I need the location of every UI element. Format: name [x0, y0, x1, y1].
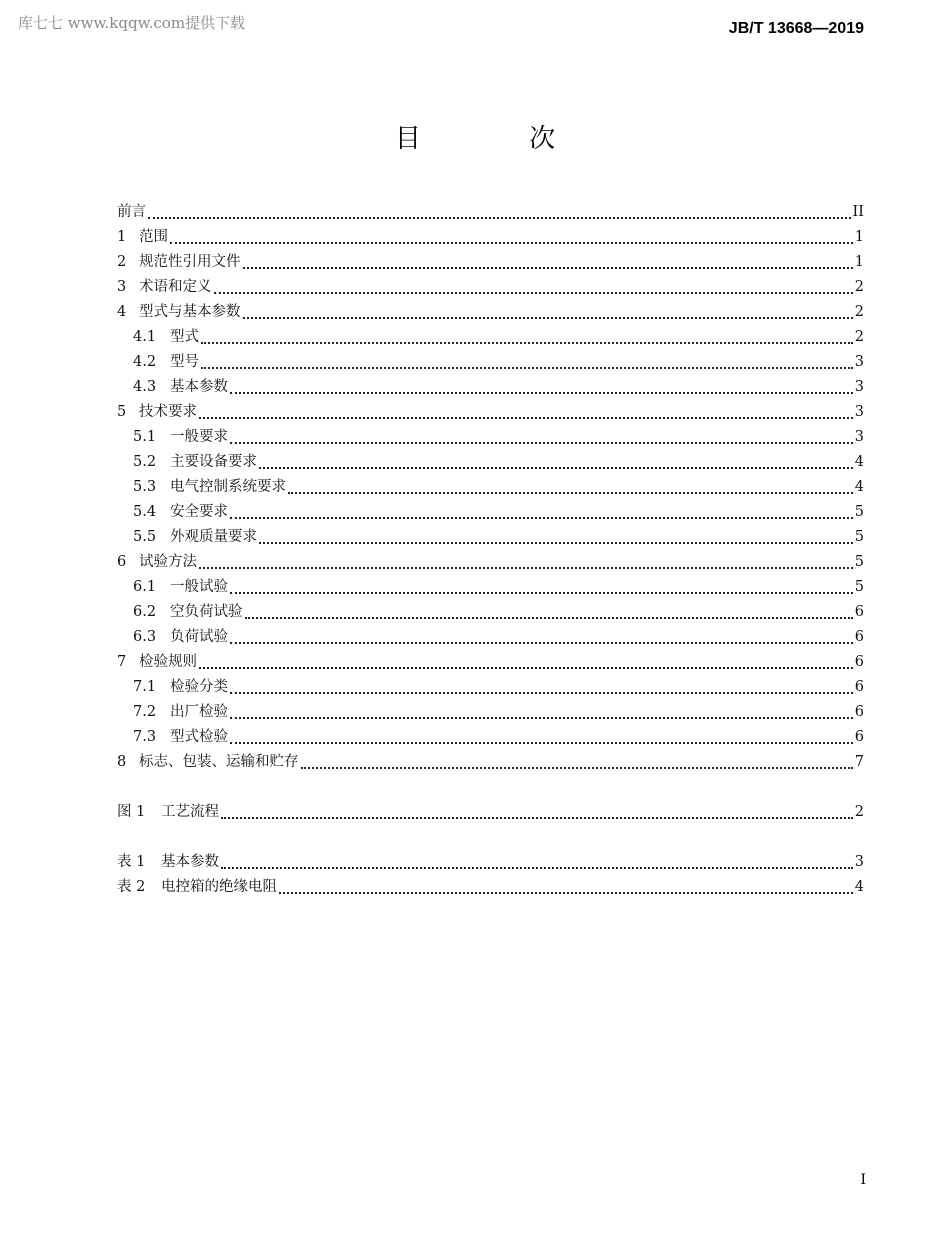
dot-leader [199, 400, 853, 425]
dot-leader [199, 650, 853, 675]
toc-entry-number: 6 [117, 554, 127, 570]
toc-entry-number: 5.5 [133, 529, 157, 545]
toc-entry-number: 图 1 [117, 804, 146, 820]
toc-entry[interactable] [117, 500, 864, 525]
toc-entry-page: 6 [854, 629, 864, 645]
toc-entry-number: 7 [117, 654, 127, 670]
toc-entry-label: 电控箱的绝缘电阻 [161, 879, 277, 895]
toc-entry-number: 7.2 [133, 704, 157, 720]
toc-entry[interactable] [117, 300, 864, 325]
dot-leader [170, 225, 853, 250]
toc-entry-page: 6 [854, 679, 864, 695]
dot-leader [259, 450, 853, 475]
page-title: 目 次 [394, 124, 606, 154]
toc-entry-label: 基本参数 [170, 379, 228, 395]
dot-leader [230, 725, 853, 750]
standard-code: JB/T 13668—2019 [728, 20, 864, 37]
toc-entry-label: 规范性引用文件 [139, 254, 241, 270]
toc-entry[interactable] [117, 425, 864, 450]
toc-entry-page: 6 [854, 704, 864, 720]
dot-leader [230, 625, 853, 650]
toc-entry-number: 4.3 [133, 379, 157, 395]
dot-leader [230, 500, 853, 525]
toc-entry-label: 技术要求 [139, 404, 197, 420]
toc-entry-number: 4.1 [133, 329, 157, 345]
toc-entry[interactable] [117, 475, 864, 500]
toc-entry-label: 空负荷试验 [170, 604, 243, 620]
toc-entry-page: 3 [854, 404, 864, 420]
toc-entry-label: 电气控制系统要求 [170, 479, 286, 495]
dot-leader [301, 750, 853, 775]
watermark: 库七七 www.kqqw.com提供下载 [18, 14, 246, 32]
toc-entry-page: 1 [854, 229, 864, 245]
toc-entry-number: 5.3 [133, 479, 157, 495]
toc-entry-label: 型式 [170, 329, 199, 345]
toc-entry-number: 5.1 [133, 429, 157, 445]
toc-entry-label: 检验规则 [139, 654, 197, 670]
toc-entry-label: 出厂检验 [170, 704, 228, 720]
toc-entry-number: 表 2 [117, 879, 146, 895]
toc-entry-number: 5.2 [133, 454, 157, 470]
toc-entry-page: 5 [854, 579, 864, 595]
toc-entry[interactable] [117, 375, 864, 400]
toc-entry[interactable] [117, 675, 864, 700]
toc-entry[interactable] [117, 600, 864, 625]
toc-entry-number: 2 [117, 254, 127, 270]
toc-entry-page: 4 [854, 879, 864, 895]
toc-entry-number: 8 [117, 754, 127, 770]
toc-entry-number: 6.2 [133, 604, 157, 620]
dot-leader [243, 300, 853, 325]
dot-leader [221, 800, 853, 825]
dot-leader [201, 350, 853, 375]
dot-leader [230, 375, 853, 400]
toc-entry-number: 6.1 [133, 579, 157, 595]
toc-entry-page: 5 [854, 529, 864, 545]
figure-entry[interactable] [117, 800, 864, 825]
toc-entry-page: 2 [854, 804, 864, 820]
toc-entry-label: 一般试验 [170, 579, 228, 595]
toc-entry-number: 5.4 [133, 504, 157, 520]
toc-entry[interactable] [117, 225, 864, 250]
toc-entry-number: 7.1 [133, 679, 157, 695]
toc-entry-label: 试验方法 [139, 554, 197, 570]
toc-entry-label: 负荷试验 [170, 629, 228, 645]
toc-entry[interactable] [117, 350, 864, 375]
toc-entry-page: 2 [854, 304, 864, 320]
toc-entry-number: 4.2 [133, 354, 157, 370]
toc-entry[interactable] [117, 625, 864, 650]
toc-entry-page: 3 [854, 854, 864, 870]
toc-entry-page: 3 [854, 429, 864, 445]
toc-entry[interactable] [117, 325, 864, 350]
toc-entry-page: 4 [854, 479, 864, 495]
toc-entry[interactable] [117, 575, 864, 600]
toc-entry-number: 5 [117, 404, 127, 420]
spacer [117, 825, 864, 850]
table-entry[interactable] [117, 875, 864, 900]
table-entry[interactable] [117, 850, 864, 875]
dot-leader [221, 850, 853, 875]
toc-entry-label: 前言 [117, 204, 146, 220]
toc-entry-label: 标志、包装、运输和贮存 [139, 754, 299, 770]
toc-entry-label: 工艺流程 [161, 804, 219, 820]
toc-entry-label: 安全要求 [170, 504, 228, 520]
toc-entry[interactable] [117, 525, 864, 550]
toc-entry-label: 型号 [170, 354, 199, 370]
toc-entry-page: 6 [854, 729, 864, 745]
toc-entry-page: 2 [854, 329, 864, 345]
toc-entry-page: 1 [854, 254, 864, 270]
toc-entry[interactable] [117, 550, 864, 575]
toc-entry-page: 5 [854, 504, 864, 520]
toc-entry[interactable] [117, 200, 864, 225]
dot-leader [245, 600, 853, 625]
dot-leader [243, 250, 853, 275]
toc-entry-label: 基本参数 [161, 854, 219, 870]
dot-leader [214, 275, 853, 300]
toc-entry-number: 4 [117, 304, 127, 320]
toc-entry-number: 7.3 [133, 729, 157, 745]
toc-entry[interactable] [117, 700, 864, 725]
toc-entry-number: 1 [117, 229, 127, 245]
toc-entry-page: 3 [854, 379, 864, 395]
toc-entry[interactable] [117, 250, 864, 275]
dot-leader [288, 475, 853, 500]
dot-leader [201, 325, 853, 350]
toc-entry-label: 一般要求 [170, 429, 228, 445]
dot-leader [230, 575, 853, 600]
dot-leader [279, 875, 853, 900]
spacer [117, 775, 864, 800]
toc-entry-page: 6 [854, 604, 864, 620]
toc-entry[interactable] [117, 725, 864, 750]
dot-leader [230, 675, 853, 700]
toc-entry[interactable] [117, 450, 864, 475]
toc-entry-number: 3 [117, 279, 127, 295]
toc-entry-label: 型式与基本参数 [139, 304, 241, 320]
toc-entry[interactable] [117, 750, 864, 775]
toc-entry-page: II [852, 204, 864, 220]
dot-leader [230, 700, 853, 725]
toc-entry-page: 4 [854, 454, 864, 470]
toc-entry-label: 型式检验 [170, 729, 228, 745]
toc-entry-page: 6 [854, 654, 864, 670]
dot-leader [230, 425, 853, 450]
toc-entry-number: 表 1 [117, 854, 146, 870]
toc-entry-page: 7 [854, 754, 864, 770]
toc-entry-label: 外观质量要求 [170, 529, 257, 545]
toc-entry-label: 主要设备要求 [170, 454, 257, 470]
page-number: I [860, 1172, 866, 1188]
toc-entry-label: 范围 [139, 229, 168, 245]
toc-entry[interactable] [117, 275, 864, 300]
dot-leader [148, 200, 851, 225]
toc-entry[interactable] [117, 650, 864, 675]
toc-entry-page: 3 [854, 354, 864, 370]
toc-entry[interactable] [117, 400, 864, 425]
toc-entry-page: 5 [854, 554, 864, 570]
toc-entry-label: 检验分类 [170, 679, 228, 695]
toc-entry-page: 2 [854, 279, 864, 295]
toc-entry-label: 术语和定义 [139, 279, 212, 295]
dot-leader [199, 550, 853, 575]
dot-leader [259, 525, 853, 550]
toc-entry-number: 6.3 [133, 629, 157, 645]
table-of-contents [117, 200, 864, 900]
